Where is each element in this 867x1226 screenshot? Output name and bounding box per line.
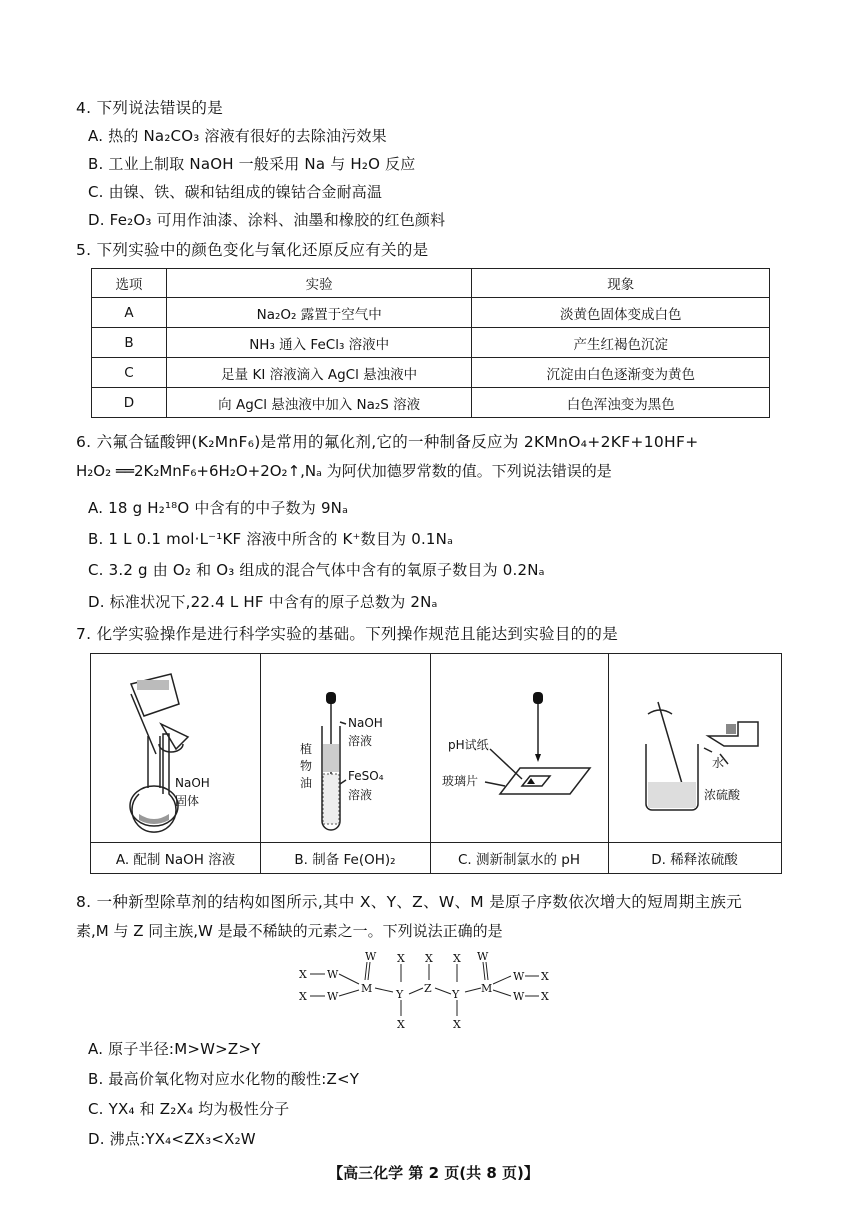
q6-option-b: B. 1 L 0.1 mol·L⁻¹KF 溶液中所含的 K⁺数目为 0.1Nₐ bbox=[88, 530, 454, 548]
q4-stem: 4. 下列说法错误的是 bbox=[76, 99, 224, 117]
atom-y: Y bbox=[396, 988, 404, 1001]
q6-line2: H₂O₂ ══2K₂MnF₆+6H₂O+2O₂↑,Nₐ 为阿伏加德罗常数的值。下列说法错误的是 bbox=[76, 462, 612, 480]
table-cell: B bbox=[92, 328, 167, 358]
label-plant-3: 油 bbox=[300, 776, 313, 790]
table-row bbox=[92, 388, 770, 418]
label-water: 水 bbox=[712, 756, 725, 770]
q7-figure-panel bbox=[90, 653, 782, 874]
table-cell: D bbox=[92, 388, 167, 418]
caption-b: B. 制备 Fe(OH)₂ bbox=[260, 842, 430, 873]
label-plant-1: 植 bbox=[300, 742, 313, 756]
q7-stem: 7. 化学实验操作是进行科学实验的基础。下列操作规范且能达到实验目的的是 bbox=[76, 625, 619, 643]
atom-w: W bbox=[365, 952, 377, 963]
table-header: 实验 bbox=[166, 269, 472, 298]
label-naoh: NaOH bbox=[175, 776, 210, 790]
atom-x: X bbox=[541, 990, 549, 1003]
table-row bbox=[92, 298, 770, 328]
table-header-row bbox=[92, 269, 770, 298]
atom-m: M bbox=[481, 982, 493, 995]
atom-x: X bbox=[299, 990, 307, 1003]
label-ph-paper: pH试纸 bbox=[448, 738, 489, 752]
dilution-diagram bbox=[608, 654, 781, 843]
label-plant-2: 物 bbox=[300, 759, 313, 773]
q4-option-a: A. 热的 Na₂CO₃ 溶液有很好的去除油污效果 bbox=[88, 127, 387, 145]
q4-option-b: B. 工业上制取 NaOH 一般采用 Na 与 H₂O 反应 bbox=[88, 155, 416, 173]
test-tube-diagram bbox=[260, 654, 430, 843]
caption-c: C. 测新制氯水的 pH bbox=[430, 842, 608, 873]
atom-w: W bbox=[477, 952, 489, 963]
herbicide-structure-diagram bbox=[295, 952, 565, 1032]
table-cell: 向 AgCl 悬浊液中加入 Na₂S 溶液 bbox=[166, 388, 472, 418]
label-feso4: FeSO₄ bbox=[348, 769, 384, 783]
label-solution: 溶液 bbox=[348, 734, 373, 748]
table-header: 现象 bbox=[472, 269, 770, 298]
atom-y: Y bbox=[452, 988, 460, 1001]
q4-option-c: C. 由镍、铁、碳和钴组成的镍钴合金耐高温 bbox=[88, 183, 383, 201]
label-naoh: NaOH bbox=[348, 716, 383, 730]
atom-x: X bbox=[397, 952, 405, 965]
atom-w: W bbox=[327, 968, 339, 981]
q5-table bbox=[91, 268, 770, 418]
atom-w: W bbox=[513, 970, 525, 983]
q8-option-c: C. YX₄ 和 Z₂X₄ 均为极性分子 bbox=[88, 1100, 290, 1118]
label-glass-slide: 玻璃片 bbox=[442, 774, 479, 788]
q8-option-d: D. 沸点:YX₄<ZX₃<X₂W bbox=[88, 1130, 256, 1148]
q4-option-d: D. Fe₂O₃ 可用作油漆、涂料、油墨和橡胶的红色颜料 bbox=[88, 211, 446, 229]
atom-w: W bbox=[513, 990, 525, 1003]
q8-line1: 8. 一种新型除草剂的结构如图所示,其中 X、Y、Z、W、M 是原子序数依次增大的短周期主族元 bbox=[76, 893, 743, 911]
figure-cell-a bbox=[91, 654, 261, 873]
atom-x: X bbox=[397, 1018, 405, 1031]
figure-cell-d bbox=[608, 654, 781, 873]
caption-a: A. 配制 NaOH 溶液 bbox=[91, 842, 260, 873]
table-cell: 淡黄色固体变成白色 bbox=[472, 298, 770, 328]
table-cell: Na₂O₂ 露置于空气中 bbox=[166, 298, 472, 328]
table-row bbox=[92, 358, 770, 388]
atom-x: X bbox=[425, 952, 433, 965]
atom-x: X bbox=[453, 1018, 461, 1031]
atom-z: Z bbox=[424, 982, 432, 995]
q8-option-b: B. 最高价氧化物对应水化物的酸性:Z<Y bbox=[88, 1070, 360, 1088]
q6-line1: 6. 六氟合锰酸钾(K₂MnF₆)是常用的氟化剂,它的一种制备反应为 2KMnO₄+2KF+10HF+ bbox=[76, 433, 699, 451]
table-cell: A bbox=[92, 298, 167, 328]
table-cell: 白色浑浊变为黑色 bbox=[472, 388, 770, 418]
q8-option-a: A. 原子半径:M>W>Z>Y bbox=[88, 1040, 261, 1058]
label-conc-sulfuric: 浓硫酸 bbox=[704, 788, 741, 802]
q5-stem: 5. 下列实验中的颜色变化与氧化还原反应有关的是 bbox=[76, 241, 429, 259]
q8-line2: 素,M 与 Z 同主族,W 是最不稀缺的元素之一。下列说法正确的是 bbox=[76, 922, 503, 940]
page-footer: 【高三化学 第 2 页(共 8 页)】 bbox=[328, 1164, 539, 1182]
table-cell: 产生红褐色沉淀 bbox=[472, 328, 770, 358]
table-cell: 足量 KI 溶液滴入 AgCl 悬浊液中 bbox=[166, 358, 472, 388]
atom-x: X bbox=[299, 968, 307, 981]
figure-cell-c bbox=[430, 654, 609, 873]
atom-x: X bbox=[453, 952, 461, 965]
table-cell: NH₃ 通入 FeCl₃ 溶液中 bbox=[166, 328, 472, 358]
volumetric-flask-diagram bbox=[91, 654, 260, 843]
table-row bbox=[92, 328, 770, 358]
table-cell: C bbox=[92, 358, 167, 388]
q6-option-d: D. 标准状况下,22.4 L HF 中含有的原子总数为 2Nₐ bbox=[88, 593, 438, 611]
atom-m: M bbox=[361, 982, 373, 995]
table-cell: 沉淀由白色逐渐变为黄色 bbox=[472, 358, 770, 388]
table-header: 选项 bbox=[92, 269, 167, 298]
label-solid: 固体 bbox=[175, 794, 200, 808]
label-solution-2: 溶液 bbox=[348, 788, 373, 802]
atom-w: W bbox=[327, 990, 339, 1003]
figure-cell-b bbox=[260, 654, 431, 873]
caption-d: D. 稀释浓硫酸 bbox=[608, 842, 781, 873]
q6-option-c: C. 3.2 g 由 O₂ 和 O₃ 组成的混合气体中含有的氧原子数目为 0.2Nₐ bbox=[88, 561, 545, 579]
q6-option-a: A. 18 g H₂¹⁸O 中含有的中子数为 9Nₐ bbox=[88, 499, 349, 517]
atom-x: X bbox=[541, 970, 549, 983]
